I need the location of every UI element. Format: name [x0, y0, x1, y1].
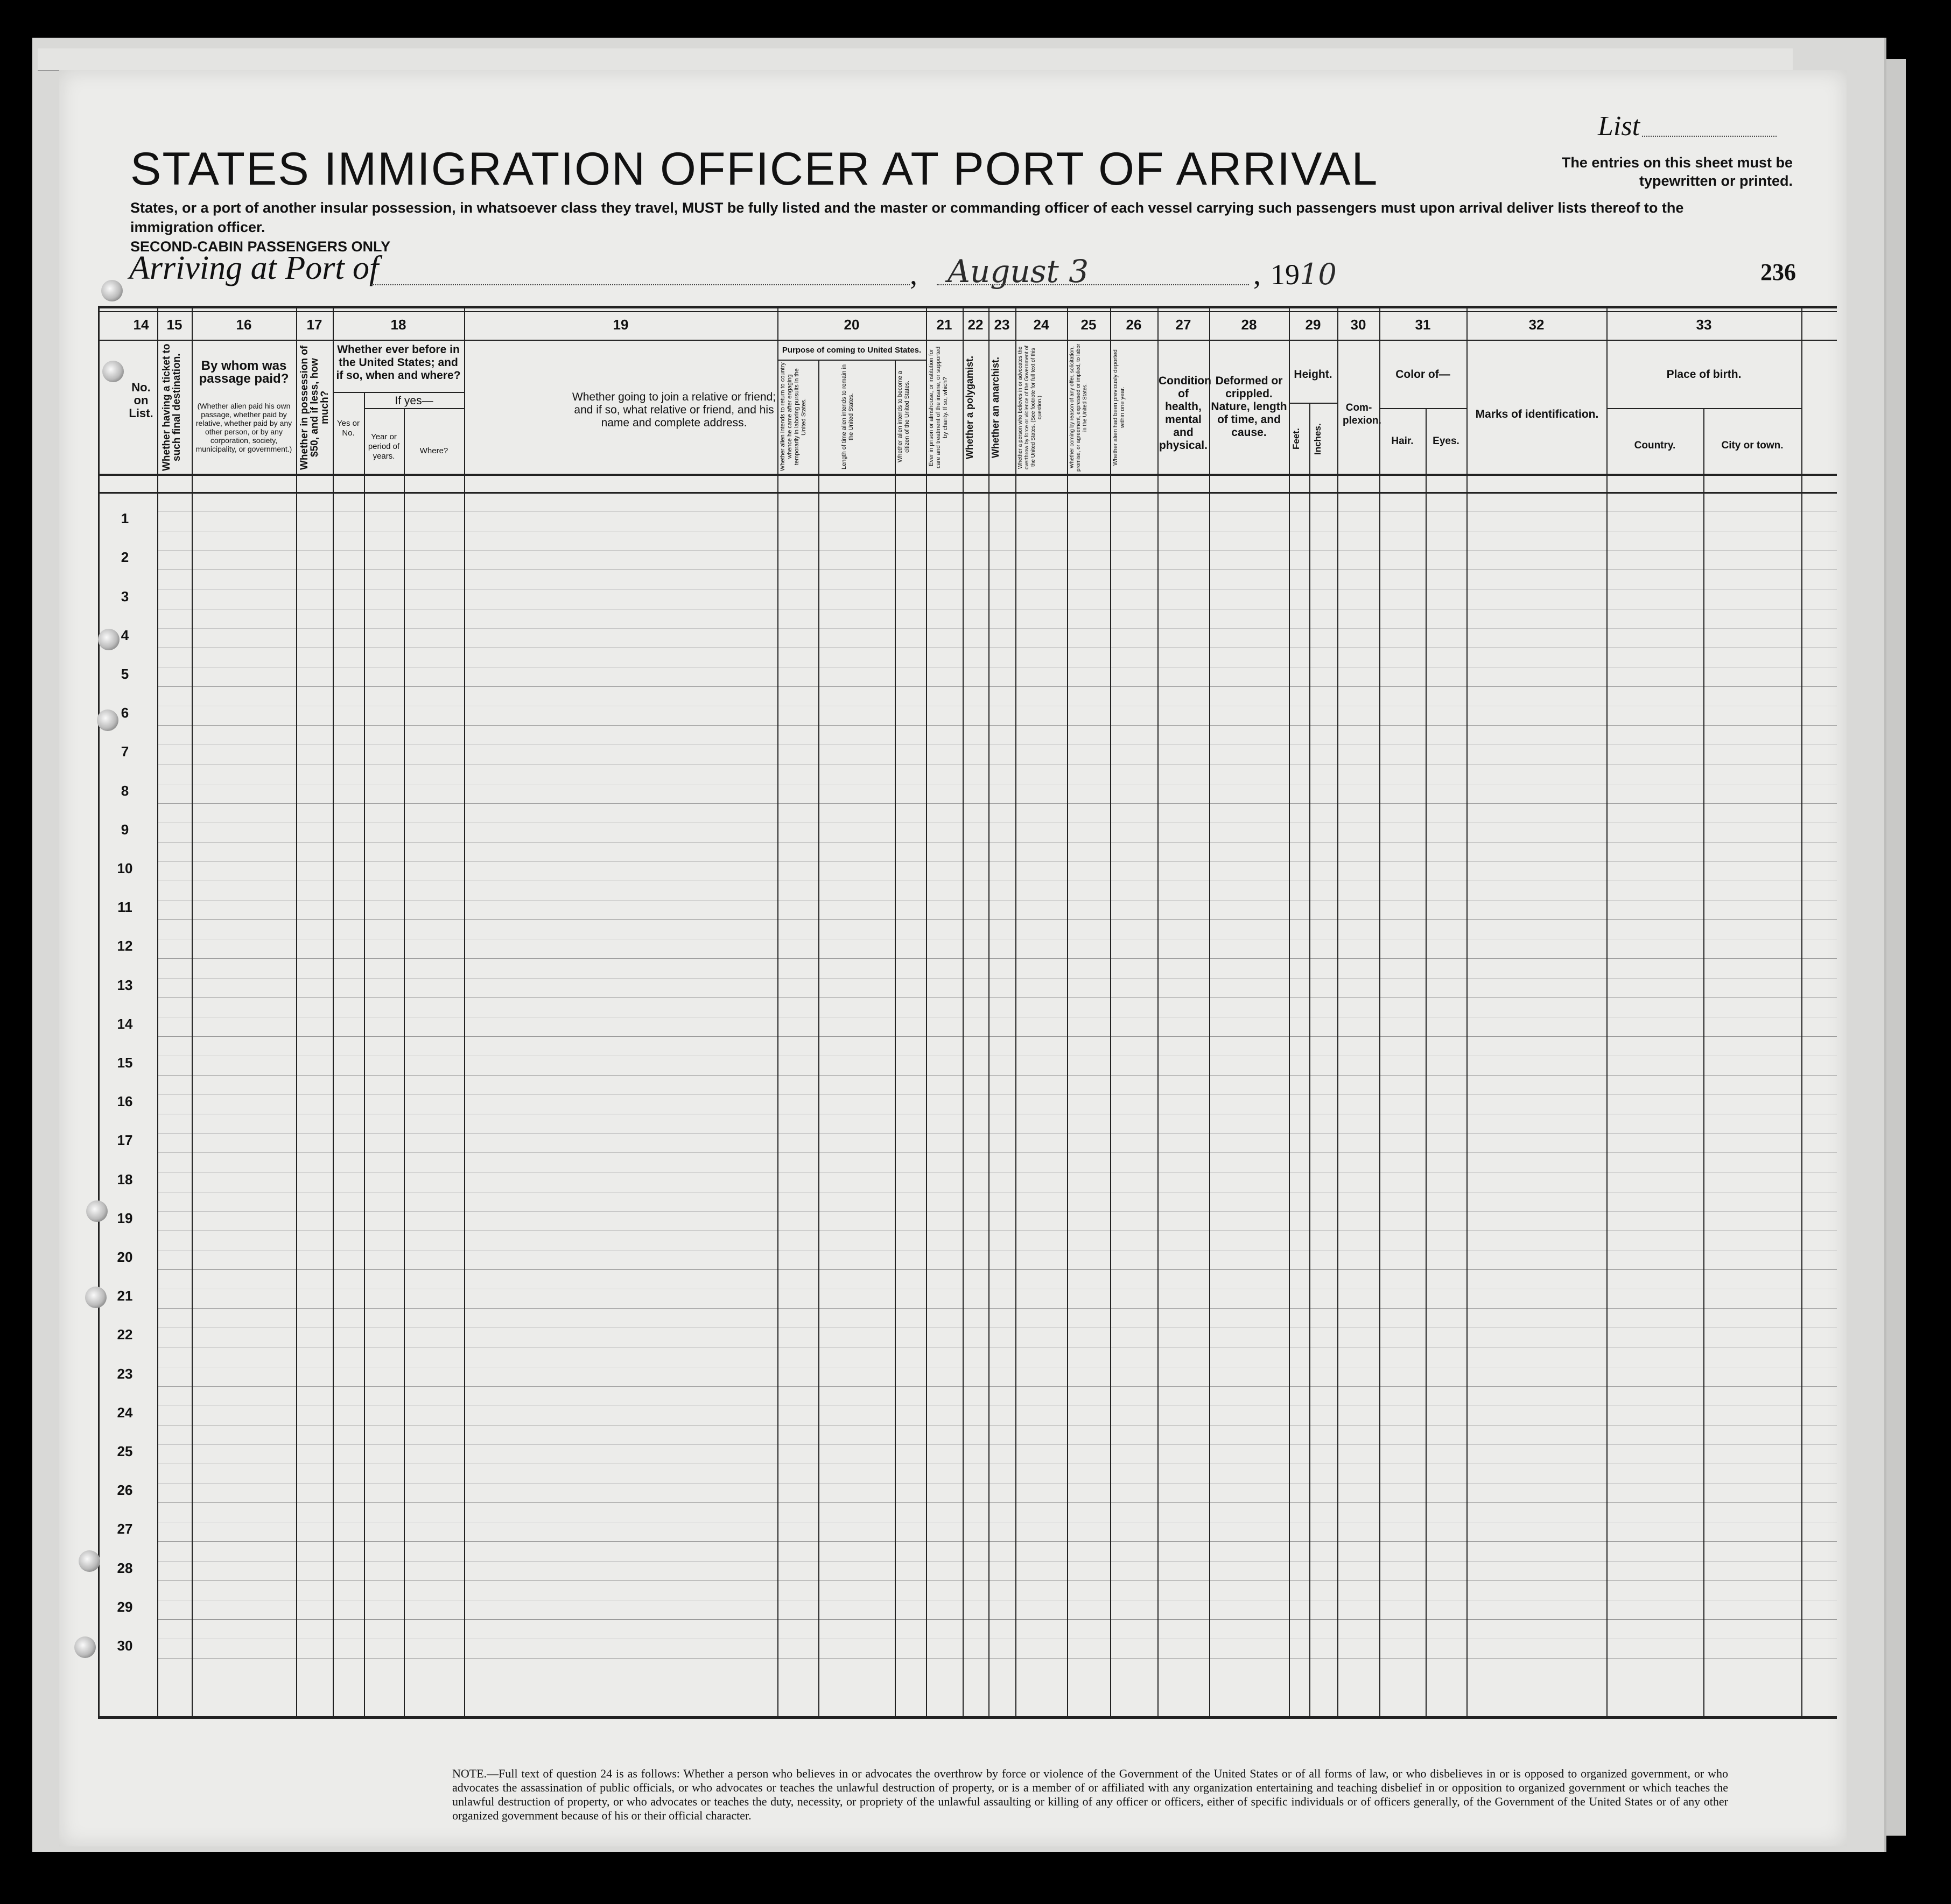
- binder-hole: [98, 629, 120, 650]
- col-31-eyes: Eyes.: [1433, 435, 1459, 447]
- col-18-where: Where?: [419, 446, 448, 455]
- row-half-rule: [157, 744, 1837, 745]
- row-number: 10: [117, 860, 133, 876]
- col-rule: [1289, 306, 1290, 1716]
- col-18-if-yes: If yes—: [395, 395, 433, 407]
- row-half-rule: [157, 589, 1837, 590]
- col-num-22: 22: [967, 317, 984, 333]
- year-handwritten: 10: [1300, 257, 1337, 291]
- row-half-rule: [157, 1094, 1837, 1095]
- col-num-31: 31: [1415, 317, 1431, 333]
- row-half-rule: [157, 1483, 1837, 1484]
- col-num-25: 25: [1080, 317, 1097, 333]
- port-field-line: [371, 284, 910, 285]
- col-rule: [963, 306, 964, 1716]
- col-rule: [333, 306, 334, 1716]
- row-half-rule: [157, 978, 1837, 979]
- row-number: 7: [121, 743, 129, 760]
- row-rule: [157, 1658, 1837, 1659]
- col-num-17: 17: [306, 317, 322, 333]
- col-rule: [1703, 408, 1704, 1716]
- col-num-32: 32: [1528, 317, 1545, 333]
- sub-rule: [1606, 408, 1801, 409]
- sub-rule: [333, 392, 464, 393]
- col-num-28: 28: [1241, 317, 1257, 333]
- col-rule: [895, 360, 896, 1716]
- row-half-rule: [157, 1172, 1837, 1173]
- page-title: STATES IMMIGRATION OFFICER AT PORT OF ARRIVAL: [130, 143, 1379, 195]
- col-num-20: 20: [844, 317, 860, 333]
- row-number: 29: [117, 1598, 133, 1615]
- row-rule: [157, 803, 1837, 804]
- col-15-header: Whether having a ticket to such final destination.: [161, 343, 183, 472]
- row-half-rule: [157, 1561, 1837, 1562]
- row-rule: [157, 1036, 1837, 1037]
- col-rule: [926, 306, 927, 1716]
- col-33-header: Place of birth.: [1666, 368, 1742, 381]
- row-rule: [157, 1580, 1837, 1581]
- row-number: 13: [117, 976, 133, 993]
- col-25-header: Whether coming by reason of any offer, solicitation, promise, or agreement, expressed or implied, to labor in the United States.: [1069, 343, 1088, 472]
- col-18-yes-no: Yes or No.: [337, 419, 360, 438]
- row-number: 9: [121, 821, 129, 838]
- row-rule: [157, 919, 1837, 920]
- col-16-header: By whom was passage paid?: [199, 359, 289, 386]
- col-23-header: Whether an anarchist.: [990, 356, 1001, 459]
- col-19-header: Whether going to join a relative or friend; and if so, what relative or friend, and his name and complete address.: [572, 391, 776, 429]
- row-number: 2: [121, 549, 129, 566]
- binder-hole: [85, 1287, 107, 1308]
- row-number: 3: [121, 588, 129, 605]
- row-number: 16: [117, 1093, 133, 1110]
- col-num-23: 23: [994, 317, 1010, 333]
- binder-hole: [101, 280, 123, 301]
- col-rule: [1426, 408, 1427, 1716]
- col-num-26: 26: [1126, 317, 1142, 333]
- row-half-rule: [157, 628, 1837, 629]
- entries-note: The entries on this sheet must be typewritten or printed.: [1561, 154, 1793, 189]
- col-30-header: Com-plexion.: [1343, 402, 1381, 426]
- row-number: 30: [117, 1637, 133, 1654]
- col-rule: [1110, 306, 1111, 1716]
- row-rule: [157, 686, 1837, 687]
- col-33-city: City or town.: [1721, 440, 1784, 451]
- table-top-rule: [98, 306, 1837, 308]
- row-rule: [157, 1308, 1837, 1309]
- col-rule: [1466, 306, 1468, 1716]
- row-number: 27: [117, 1521, 133, 1537]
- col-num-33: 33: [1696, 317, 1712, 333]
- comma: ,: [910, 258, 917, 291]
- col-14-header: No. on List.: [129, 381, 153, 420]
- row-half-rule: [157, 1444, 1837, 1445]
- row-number: 12: [117, 938, 133, 954]
- row-rule: [157, 1541, 1837, 1542]
- arriving-port-label: Arriving at Port of: [129, 250, 379, 286]
- col-20-length: Length of time alien intends to remain in the United States.: [841, 364, 854, 469]
- row-half-rule: [157, 511, 1837, 512]
- binder-hole: [97, 709, 118, 731]
- col-16-subheader: (Whether alien paid his own passage, whether paid by relative, whether paid by any other person, or by any corporation, society, municipality, or government.): [195, 402, 292, 453]
- col-rule: [1067, 306, 1068, 1716]
- subtitle: [130, 198, 1745, 256]
- row-number: 18: [117, 1171, 133, 1188]
- col-17-header: Whether in possession of $50, and if less, how much?: [299, 345, 331, 470]
- row-half-rule: [157, 1211, 1837, 1212]
- col-20-header: Purpose of coming to United States.: [782, 346, 922, 355]
- comma: ,: [1253, 258, 1261, 291]
- row-number: 23: [117, 1365, 133, 1382]
- col-rule: [1309, 403, 1310, 1716]
- col-20-citizen: Whether alien intends to become a citizen of the United States.: [897, 371, 910, 462]
- subtitle-line-2: SECOND-CABIN PASSENGERS ONLY: [130, 238, 391, 255]
- arrival-date: August 3: [948, 253, 1089, 290]
- col-rule: [296, 306, 297, 1716]
- col-rule: [1209, 306, 1210, 1716]
- col-24-header: Whether a person who believes in or advocates the overthrow by force or violence of the Government of the United States. (See footnote for full text of this question.): [1017, 345, 1043, 470]
- col-rule: [364, 392, 365, 1716]
- col-rule: [777, 306, 778, 1716]
- row-half-rule: [157, 1327, 1837, 1328]
- col-18-header: Whether ever before in the United States; and if so, when and where?: [336, 343, 461, 382]
- row-number: 1: [121, 510, 129, 527]
- col-num-16: 16: [236, 317, 252, 333]
- row-number: 24: [117, 1404, 133, 1421]
- row-rule: [157, 1619, 1837, 1620]
- row-rule: [157, 725, 1837, 726]
- col-rule: [157, 306, 158, 1716]
- sub-rule: [1379, 408, 1466, 409]
- row-number: 20: [117, 1248, 133, 1265]
- col-rule: [1606, 306, 1608, 1716]
- year-prefix: 19: [1271, 258, 1300, 291]
- row-number: 25: [117, 1443, 133, 1459]
- row-half-rule: [157, 667, 1837, 668]
- col-rule: [404, 408, 405, 1716]
- col-31-header: Color of—: [1395, 368, 1450, 381]
- row-rule: [157, 1386, 1837, 1387]
- col-num-15: 15: [166, 317, 183, 333]
- row-number: 8: [121, 782, 129, 799]
- col-rule: [192, 306, 193, 1716]
- col-22-header: Whether a polygamist.: [964, 355, 975, 460]
- col-27-header: Condition of health, mental and physical.: [1159, 375, 1211, 452]
- col-29-feet: Feet.: [1291, 428, 1301, 450]
- col-20-return: Whether alien intends to return to country whence he came after engaging temporarily in laboring pursuits in the United States.: [780, 362, 807, 471]
- col-18-year: Year or period of years.: [368, 432, 400, 461]
- col-rule: [1015, 306, 1016, 1716]
- row-number: 19: [117, 1210, 133, 1226]
- col-rule: [1157, 306, 1159, 1716]
- col-rule: [464, 306, 465, 1716]
- binder-hole: [86, 1200, 108, 1222]
- row-number: 21: [117, 1288, 133, 1304]
- row-half-rule: [157, 550, 1837, 551]
- arrival-year: [1271, 257, 1337, 291]
- col-29-inches: Inches.: [1313, 423, 1323, 455]
- col-num-18: 18: [390, 317, 406, 333]
- row-number: 22: [117, 1326, 133, 1343]
- row-number: 15: [117, 1054, 133, 1071]
- row-number: 17: [117, 1132, 133, 1149]
- header-bottom-rule-2: [98, 492, 1837, 494]
- row-number: 28: [117, 1559, 133, 1576]
- row-number: 11: [117, 899, 132, 916]
- row-rule: [157, 997, 1837, 998]
- col-num-30: 30: [1350, 317, 1366, 333]
- row-rule: [157, 1075, 1837, 1076]
- col-21-header: Ever in prison or almshouse, or institution for care and treatment of the insane, or supported by charity. If so, which?: [928, 346, 949, 469]
- row-number: 26: [117, 1482, 133, 1499]
- row-rule: [157, 958, 1837, 959]
- column-number-rule: [98, 340, 1837, 341]
- page-number: 236: [1760, 259, 1796, 285]
- col-num-14: 14: [133, 317, 149, 333]
- row-half-rule: [157, 1133, 1837, 1134]
- col-rule: [1337, 306, 1338, 1716]
- col-num-19: 19: [613, 317, 629, 333]
- manifest-table: [98, 306, 1837, 1722]
- subtitle-line-1: States, or a port of another insular possession, in whatsoever class they travel, MUST be fully listed and the master or commanding officer of each vessel carrying such passengers must upon arrival deliver lists thereof to the immigration officer.: [130, 200, 1684, 235]
- col-rule: [818, 360, 819, 1716]
- row-number: 5: [121, 665, 129, 682]
- row-number: 6: [121, 705, 129, 721]
- row-half-rule: [157, 861, 1837, 862]
- row-half-rule: [157, 900, 1837, 901]
- binder-hole: [102, 361, 124, 382]
- binder-hole: [79, 1550, 100, 1572]
- col-32-header: Marks of identification.: [1475, 408, 1599, 420]
- col-29-header: Height.: [1294, 368, 1332, 381]
- sub-rule: [777, 360, 926, 361]
- binder-hole: [74, 1636, 96, 1658]
- row-number: 4: [121, 627, 129, 643]
- col-28-header: Deformed or crippled. Nature, length of time, and cause.: [1211, 375, 1287, 439]
- col-num-24: 24: [1033, 317, 1049, 333]
- col-num-29: 29: [1305, 317, 1321, 333]
- sheet-stack-edge: [38, 48, 1793, 71]
- footnote: NOTE.—Full text of question 24 is as follows: Whether a person who believes in or advocates the overthrow by force or violence of the Government of the United States or of all forms of law, or who disbelieves in or is opposed to organized government, or who advocates the assassination of public officials, or who advocates or teaches the unlawful destruction of property, or is a member of or affiliated with any organization entertaining and teaching disbelief in or opposition to organized government or which teaches the unlawful destruction of property, or who advocates or teaches the duty, necessity, or propriety of the unlawful assaulting or killing of any officer or officers, either of specific individuals or of officers generally, of the Government of the United States or of any other organized government because of his or their official character.: [452, 1767, 1728, 1822]
- col-num-27: 27: [1175, 317, 1191, 333]
- sub-rule: [1289, 403, 1337, 404]
- col-rule: [1379, 306, 1380, 1716]
- row-rule: [157, 1502, 1837, 1503]
- col-31-hair: Hair.: [1391, 435, 1414, 447]
- list-label: List: [1598, 111, 1640, 142]
- col-rule: [1801, 306, 1802, 1716]
- row-number: 14: [117, 1015, 133, 1032]
- col-26-header: Whether alien had been previously deported within one year.: [1112, 349, 1126, 466]
- col-33-country: Country.: [1634, 440, 1676, 451]
- col-rule: [988, 306, 989, 1716]
- list-field-line: [1642, 136, 1777, 137]
- table-bottom-rule: [98, 1716, 1837, 1719]
- sub-rule: [364, 408, 464, 409]
- header-bottom-rule: [98, 474, 1837, 476]
- row-rule: [157, 1269, 1837, 1270]
- table-top-rule-inner: [98, 311, 1837, 312]
- col-num-21: 21: [936, 317, 952, 333]
